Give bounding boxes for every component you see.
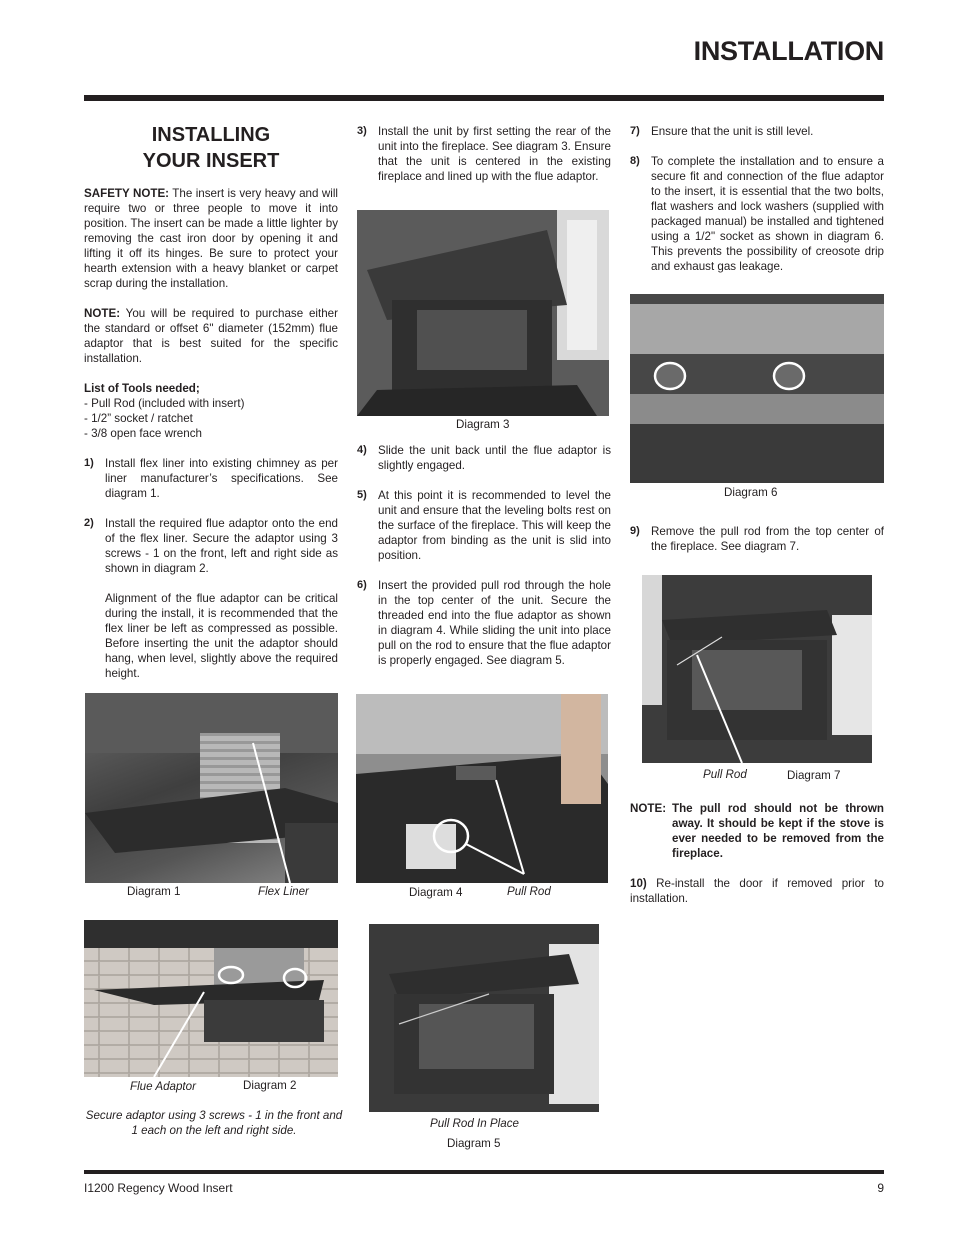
safety-note — [84, 186, 338, 291]
step-number: 4) — [357, 444, 367, 456]
step-text: Re-install the door if removed prior to installation. — [630, 877, 884, 905]
step-2 — [84, 516, 338, 681]
step-number: 8) — [630, 155, 640, 167]
step-1 — [84, 456, 338, 501]
tools-list — [84, 381, 338, 441]
step-text: Install the unit by first setting the rear of the unit into the fireplace. See diagram 3. Ensure that the unit is centered in the existing fireplace and lined up with the flue adaptor. — [378, 125, 611, 183]
diagram-6-caption: Diagram 6 — [724, 486, 778, 499]
step-6 — [357, 578, 611, 668]
step-text: Slide the unit back until the flue adaptor is slightly engaged. — [378, 444, 611, 472]
section-title-line1: INSTALLING — [151, 124, 271, 146]
tools-heading: List of Tools needed; — [84, 382, 200, 395]
diagram-5-caption: Diagram 5 — [447, 1137, 501, 1150]
column-left — [84, 122, 338, 696]
note-label: NOTE: — [630, 802, 667, 815]
diagram-6-photo — [630, 294, 884, 483]
diagram-4-photo — [356, 694, 608, 883]
column-right-step9 — [630, 524, 884, 569]
header-divider — [84, 95, 884, 101]
diagram-3-photo — [357, 210, 609, 416]
diagram-1-caption: Diagram 1 — [127, 885, 181, 898]
purchase-note-label: NOTE: — [84, 307, 121, 320]
step-number: 1) — [84, 457, 94, 469]
purchase-note — [84, 306, 338, 366]
step-number: 5) — [357, 489, 367, 501]
column-right-lower — [630, 801, 884, 921]
step-4 — [357, 443, 611, 473]
step-8 — [630, 154, 884, 274]
column-right — [630, 124, 884, 289]
pull-rod-in-place-caption: Pull Rod In Place — [430, 1117, 519, 1130]
step-3 — [357, 124, 611, 184]
footer-page-number: 9 — [877, 1181, 884, 1195]
tools-item: - 1/2” socket / ratchet — [84, 412, 193, 425]
diagram-2-note: Secure adaptor using 3 screws - 1 in the front and 1 each on the left and right side. — [85, 1109, 343, 1137]
diagram-2-caption: Diagram 2 — [243, 1079, 297, 1092]
step-10 — [630, 876, 884, 906]
diagram-7-photo — [642, 575, 872, 763]
safety-note-text: The insert is very heavy and will require two or three people to move it into position. The insert can be made a little lighter by removing the cast iron door by opening it and lifting it off its hinges. Be sure to protect your hearth extension with a heavy blanket or carpet scrap during the installation. — [84, 187, 338, 290]
flex-liner-caption: Flex Liner — [258, 885, 309, 898]
tools-item: - Pull Rod (included with insert) — [84, 397, 245, 410]
step-text: At this point it is recommended to level the unit and ensure that the leveling bolts rest on the surface of the fireplace. This will keep the adaptor from binding as the unit is slid into position. — [378, 489, 611, 562]
step-text: Insert the provided pull rod through the hole in the top center of the unit. Secure the threaded end into the flue adaptor as shown in diagram 4. While sliding the unit into place pull on the rod to ensure that the flue adaptor is properly engaged. See diagram 5. — [378, 579, 611, 667]
note-text: The pull rod should not be thrown away. It should be kept if the stove is ever needed to be removed from the fireplace. — [672, 802, 884, 860]
diagram-1-photo — [85, 693, 338, 883]
step-7 — [630, 124, 884, 139]
step-text: Remove the pull rod from the top center of the fireplace. See diagram 7. — [651, 525, 884, 553]
purchase-note-text: You will be required to purchase either the standard or offset 6" diameter (152mm) flue adaptor that is best suited for the specific installation. — [84, 307, 338, 365]
diagram-4-caption: Diagram 4 — [409, 886, 463, 899]
step-5 — [357, 488, 611, 563]
diagram-7-caption: Diagram 7 — [787, 769, 841, 782]
diagram-5-photo — [369, 924, 599, 1112]
diagram-3-caption: Diagram 3 — [456, 418, 510, 431]
pull-rod-caption-7: Pull Rod — [703, 768, 747, 781]
step-text: Install flex liner into existing chimney as per liner manufacturer’s specifications. See diagram 1. — [105, 457, 338, 500]
step-text: To complete the installation and to ensure a secure fit and connection of the flue adaptor to the insert, it is essential that the two bolts, flat washers and lock washers (supplied with packaged manual) be installed and tightened using a 1/2" socket as shown in diagram 6. This prevents the possibility of creosote drip and exhaust gas leakage. — [651, 155, 884, 273]
step-number: 10) — [630, 877, 647, 890]
step-text-extra: Alignment of the flue adaptor can be critical during the install, it is recommended that the flex liner be left as compressed as possible. Before inserting the unit the adaptor should hang, when level, slightly above the required height. — [105, 592, 338, 680]
footer-divider — [84, 1170, 884, 1174]
pull-rod-note — [630, 801, 884, 861]
step-number: 3) — [357, 125, 367, 137]
pull-rod-caption-4: Pull Rod — [507, 885, 551, 898]
diagram-2-photo — [84, 920, 338, 1077]
step-9 — [630, 524, 884, 554]
section-title — [84, 122, 338, 174]
footer-document-name: I1200 Regency Wood Insert — [84, 1181, 233, 1195]
step-10-body — [630, 876, 884, 906]
column-middle-lower — [357, 443, 611, 683]
step-number: 2) — [84, 517, 94, 529]
step-number: 9) — [630, 525, 640, 537]
flue-adaptor-caption: Flue Adaptor — [130, 1080, 196, 1093]
step-body — [105, 516, 338, 681]
step-number: 7) — [630, 125, 640, 137]
tools-item: - 3/8 open face wrench — [84, 427, 202, 440]
step-text: Install the required flue adaptor onto the end of the flex liner. Secure the adaptor using 3 screws - 1 on the front, left and right side as shown in diagram 2. — [105, 517, 338, 575]
step-number: 6) — [357, 579, 367, 591]
safety-note-label: SAFETY NOTE: — [84, 187, 170, 200]
step-text: Ensure that the unit is still level. — [651, 125, 814, 138]
section-title-line2: YOUR INSERT — [142, 150, 280, 172]
column-middle — [357, 124, 611, 199]
page-title: INSTALLATION — [693, 36, 884, 66]
